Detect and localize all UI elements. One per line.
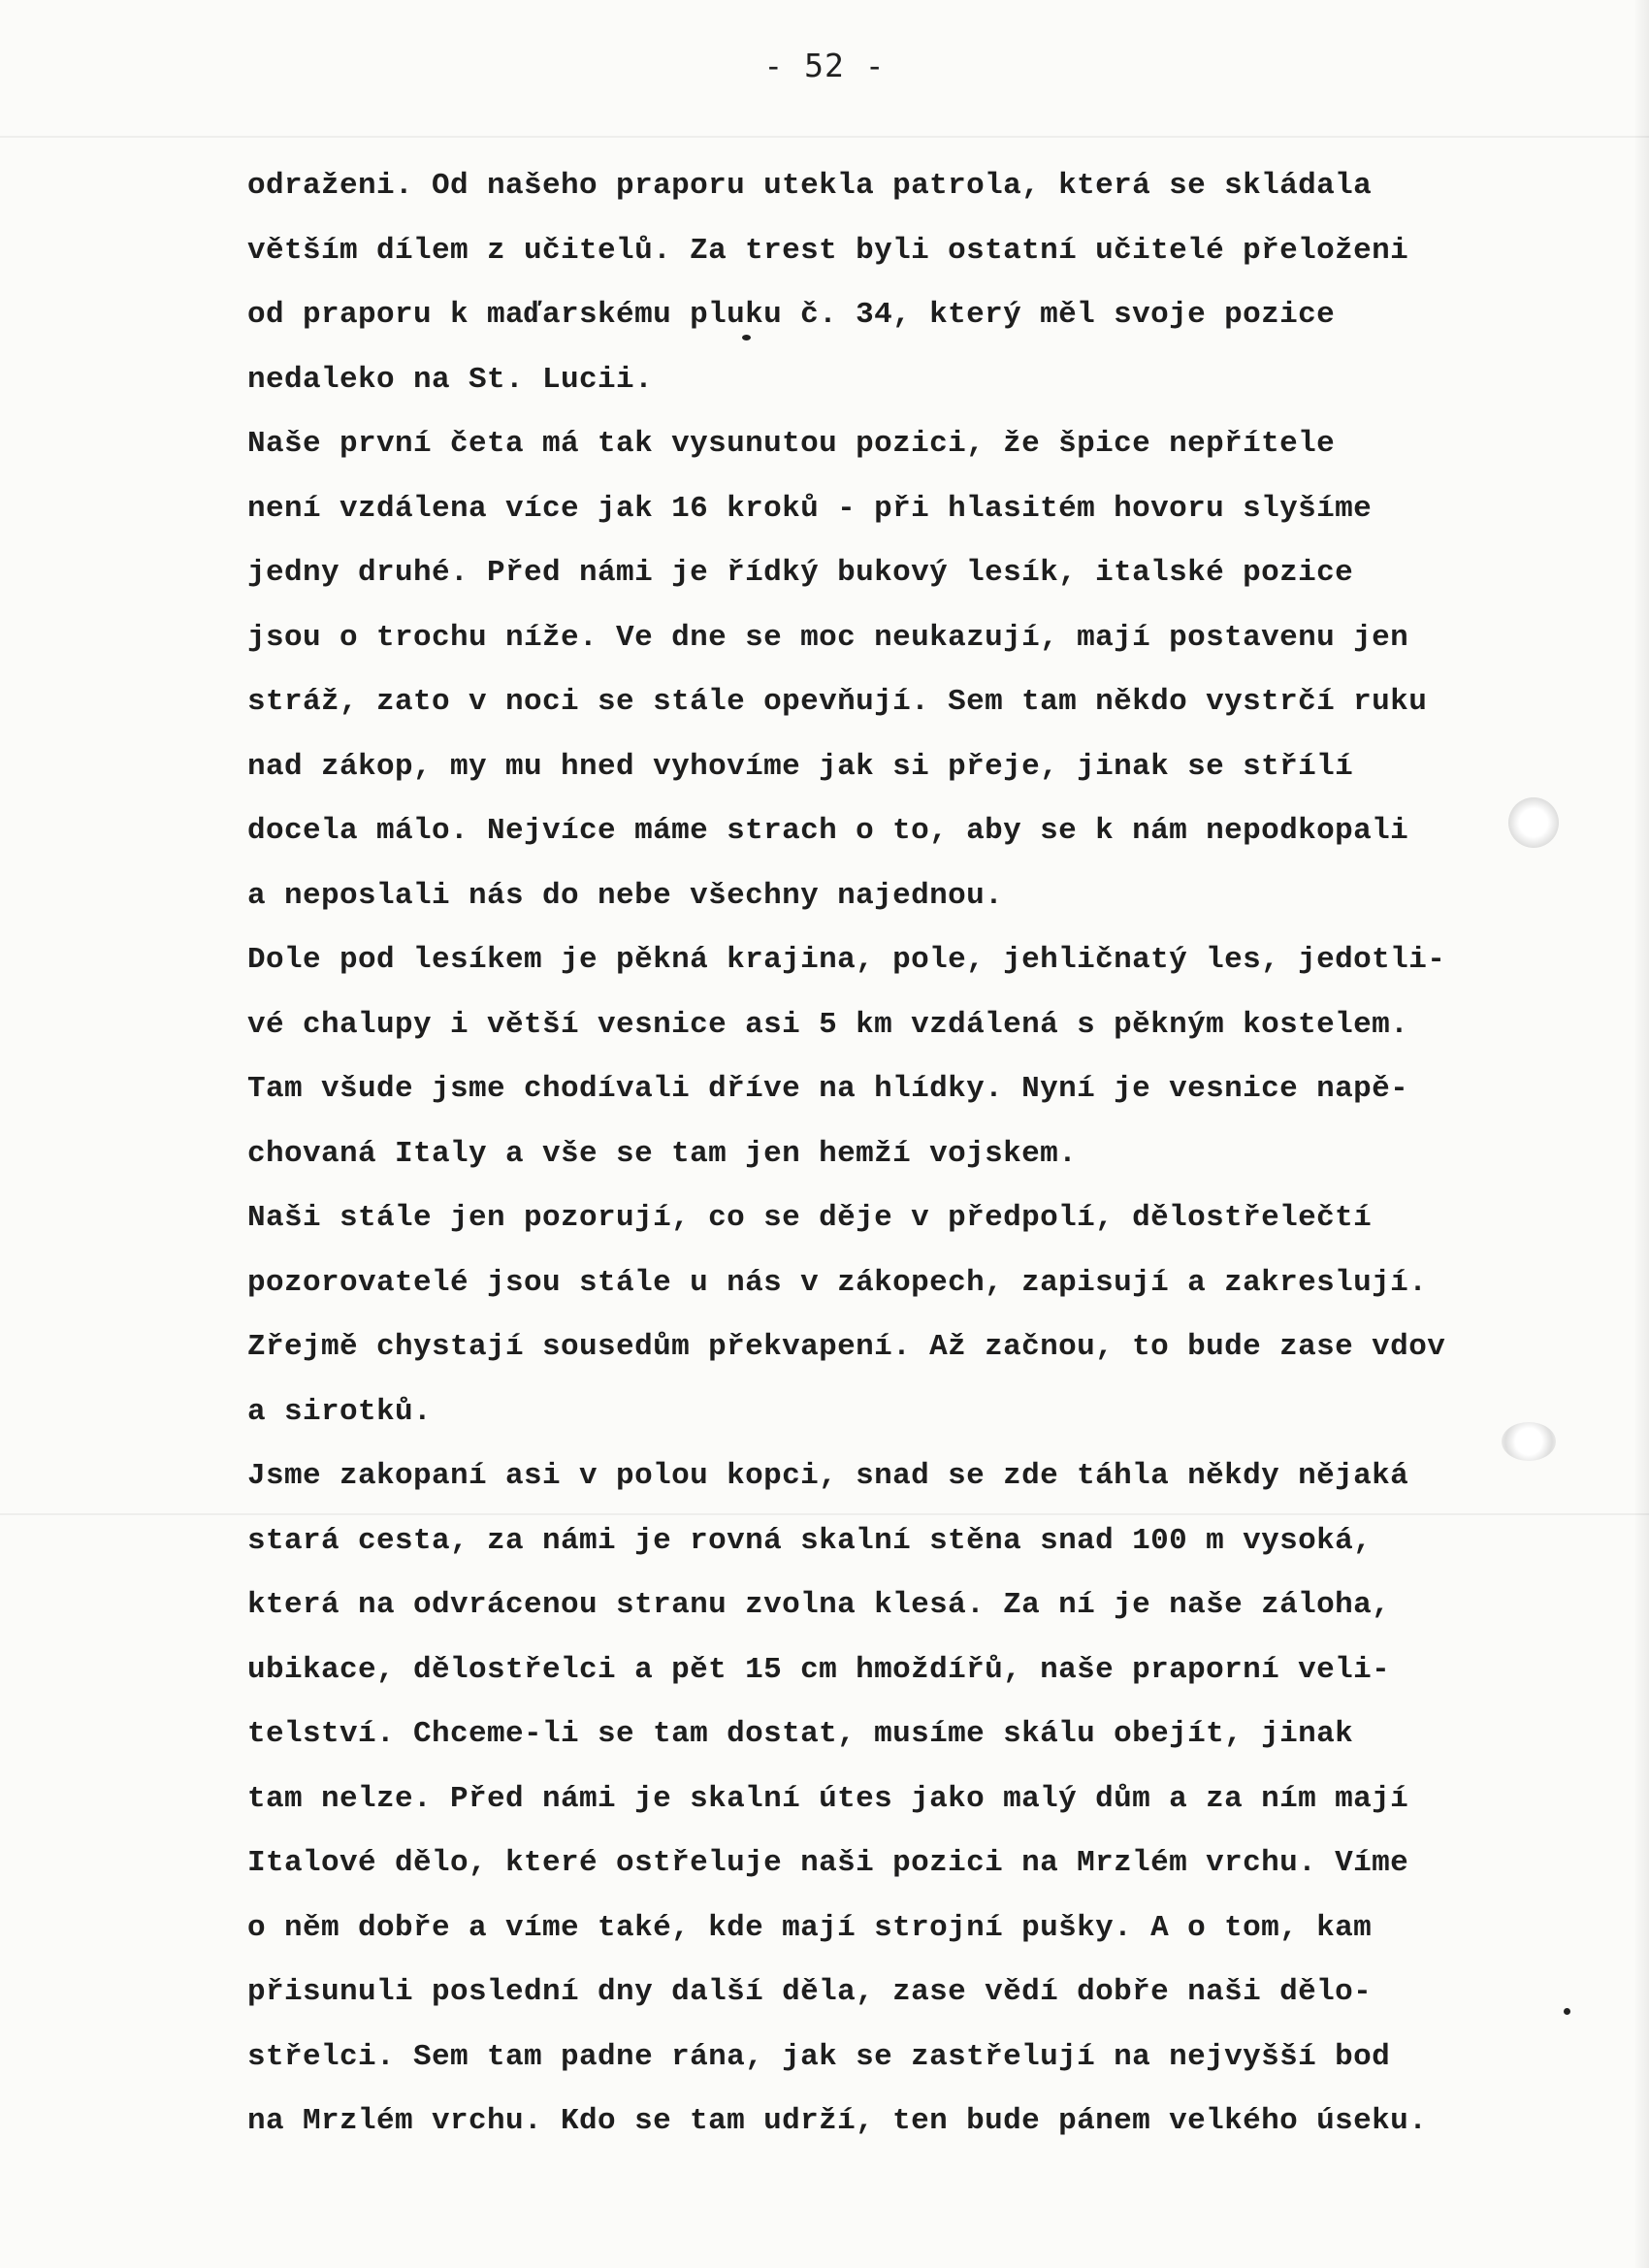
text-line: a sirotků. bbox=[247, 1394, 433, 1429]
text-line: větším dílem z učitelů. Za trest byli ostatní učitelé přeloženi bbox=[247, 233, 1409, 268]
text-line: odraženi. Od našeho praporu utekla patrola, která se skládala bbox=[247, 169, 1373, 203]
text-line: není vzdálena více jak 16 kroků - při hlasitém hovoru slyšíme bbox=[247, 491, 1373, 526]
document-text bbox=[247, 154, 1537, 2155]
text-line: od praporu k maďarskému pluku č. 34, který měl svoje pozice bbox=[247, 298, 1336, 332]
text-line: Zřejmě chystají sousedům překvapení. Až začnou, to bude zase vdov bbox=[247, 1330, 1446, 1364]
text-line: telství. Chceme-li se tam dostat, musíme skálu obejít, jinak bbox=[247, 1717, 1354, 1751]
paragraph-4 bbox=[247, 1186, 1537, 1444]
text-line: vé chalupy i větší vesnice asi 5 km vzdálená s pěkným kostelem. bbox=[247, 1007, 1409, 1042]
show-through-line bbox=[0, 136, 1649, 138]
text-line: pozorovatelé jsou stále u nás v zákopech, zapisují a zakreslují. bbox=[247, 1265, 1428, 1300]
ink-speck bbox=[742, 335, 751, 340]
text-line: docela málo. Nejvíce máme strach o to, aby se k nám nepodkopali bbox=[247, 814, 1409, 848]
paper-stain bbox=[1508, 797, 1559, 848]
text-line: a neposlali nás do nebe všechny najednou. bbox=[247, 878, 1004, 913]
text-line: Naši stále jen pozorují, co se děje v předpolí, dělostřelečtí bbox=[247, 1201, 1373, 1235]
text-line: Naše první četa má tak vysunutou pozici, že špice nepřítele bbox=[247, 427, 1336, 461]
paragraph-1 bbox=[247, 154, 1537, 412]
text-line: ubikace, dělostřelci a pět 15 cm hmoždířů, naše praporní veli- bbox=[247, 1652, 1391, 1687]
text-line: o něm dobře a víme také, kde mají strojní pušky. A o tom, kam bbox=[247, 1910, 1373, 1945]
text-line: Italové dělo, které ostřeluje naši pozici na Mrzlém vrchu. Víme bbox=[247, 1846, 1409, 1880]
paragraph-5 bbox=[247, 1444, 1537, 2155]
text-line: střelci. Sem tam padne rána, jak se zastřelují na nejvyšší bod bbox=[247, 2039, 1391, 2074]
text-line: stará cesta, za námi je rovná skalní stěna snad 100 m vysoká, bbox=[247, 1523, 1373, 1558]
paper-stain bbox=[1502, 1422, 1556, 1461]
text-line: jsou o trochu níže. Ve dne se moc neukazují, mají postavenu jen bbox=[247, 620, 1409, 655]
text-line: Dole pod lesíkem je pěkná krajina, pole, jehličnatý les, jedotli- bbox=[247, 943, 1446, 977]
text-line: stráž, zato v noci se stále opevňují. Sem tam někdo vystrčí ruku bbox=[247, 685, 1428, 719]
paragraph-3 bbox=[247, 928, 1537, 1186]
text-line: Jsme zakopaní asi v polou kopci, snad se zde táhla někdy nějaká bbox=[247, 1459, 1409, 1493]
text-line: nad zákop, my mu hned vyhovíme jak si přeje, jinak se střílí bbox=[247, 749, 1354, 784]
ink-speck bbox=[1564, 2008, 1570, 2015]
text-line: Tam všude jsme chodívali dříve na hlídky. Nyní je vesnice napě- bbox=[247, 1072, 1409, 1106]
text-line: na Mrzlém vrchu. Kdo se tam udrží, ten bude pánem velkého úseku. bbox=[247, 2104, 1428, 2138]
text-line: chovaná Italy a vše se tam jen hemží vojskem. bbox=[247, 1136, 1078, 1171]
text-line: tam nelze. Před námi je skalní útes jako malý dům a za ním mají bbox=[247, 1781, 1409, 1816]
page-edge-shadow bbox=[1633, 0, 1649, 2268]
text-line: přisunuli poslední dny další děla, zase vědí dobře naši dělo- bbox=[247, 1975, 1373, 2009]
text-line: která na odvrácenou stranu zvolna klesá. Za ní je naše záloha, bbox=[247, 1588, 1391, 1622]
text-line: nedaleko na St. Lucii. bbox=[247, 362, 654, 397]
page-number: - 52 - bbox=[763, 47, 886, 84]
text-line: jedny druhé. Před námi je řídký bukový lesík, italské pozice bbox=[247, 556, 1354, 590]
paragraph-2 bbox=[247, 412, 1537, 928]
